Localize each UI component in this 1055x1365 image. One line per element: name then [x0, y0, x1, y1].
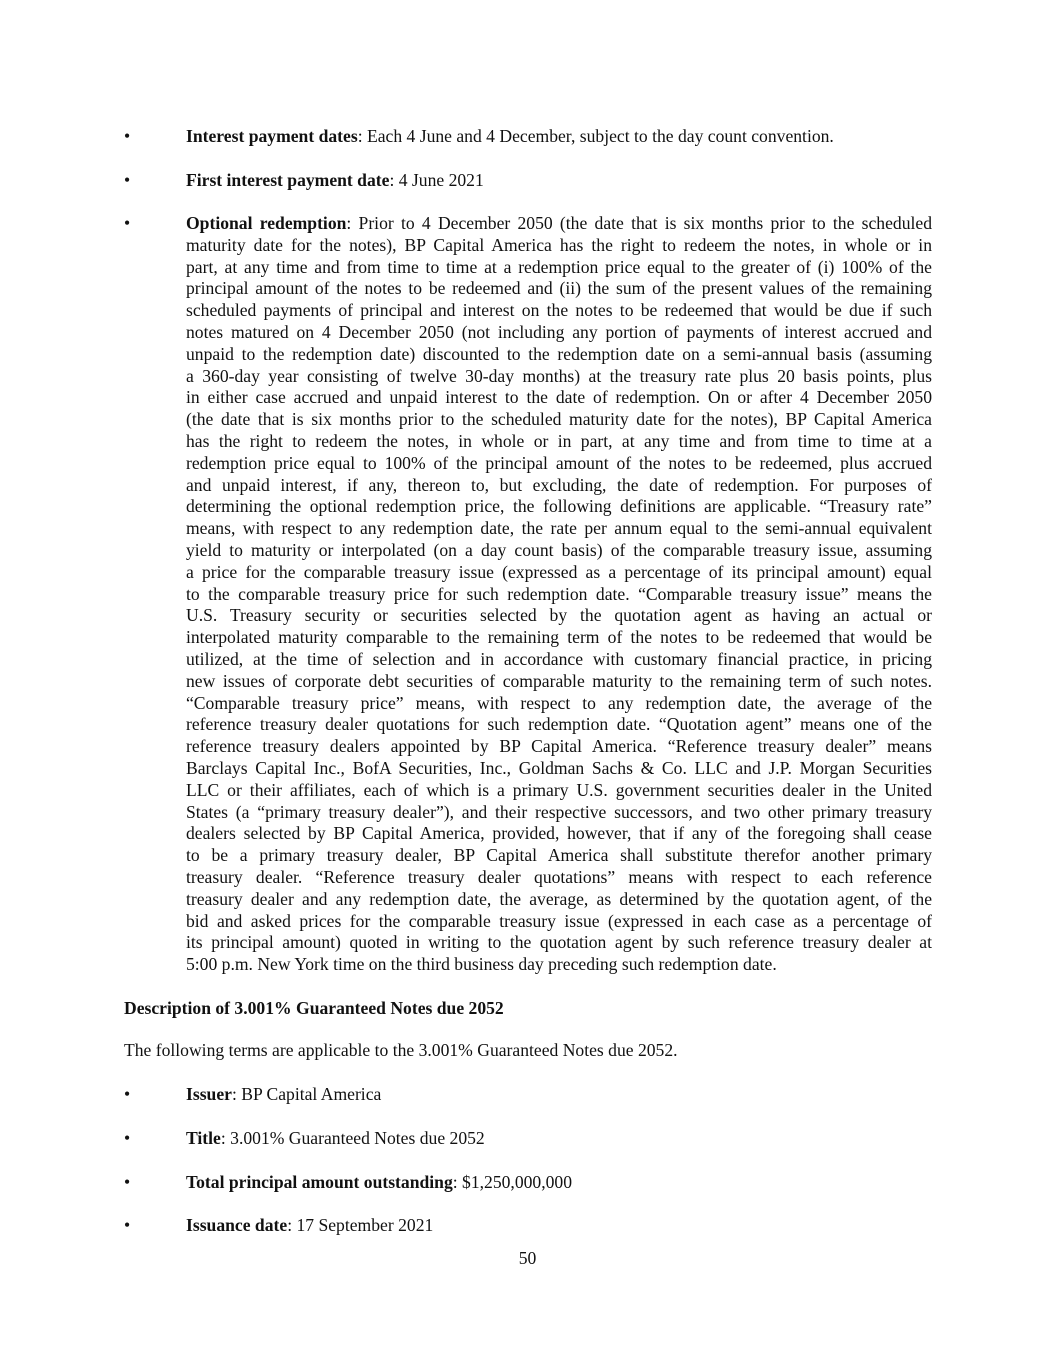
text-line: its principal amount) quoted in writing to the quotation agent by such reference treasury dealer at: [186, 932, 932, 953]
text-line: a price for the comparable treasury issue (expressed as a percentage of its principal amount) equal: [186, 561, 932, 582]
list-item: [186, 1172, 932, 1194]
term-label: Optional redemption: [186, 213, 347, 233]
text-line: reference treasury dealer quotations for such redemption date. “Quotation agent” means one of the: [186, 714, 932, 735]
text-line: in either case accrued and unpaid interest to the date of redemption. On or after 4 December 2050: [186, 387, 932, 408]
text-line: interpolated maturity comparable to the remaining term of the notes to be redeemed that would be: [186, 627, 932, 648]
text-line: LLC or their affiliates, each of which is a primary U.S. government securities dealer in the United: [186, 779, 932, 800]
text-line: maturity date for the notes), BP Capital America has the right to redeem the notes, in whole or in: [186, 234, 932, 255]
text-line: yield to maturity or interpolated (on a day count basis) of the comparable treasury issue, assuming: [186, 539, 932, 560]
text-line: 5:00 p.m. New York time on the third business day preceding such redemption date.: [186, 954, 777, 975]
list-item: [186, 170, 932, 192]
text-line: redemption price equal to 100% of the principal amount of the notes to be redeemed, plus accrued: [186, 452, 932, 473]
bullet-icon: •: [124, 126, 131, 146]
term-value: : 4 June 2021: [389, 170, 484, 190]
text-line: States (a “primary treasury dealer”), and their respective successors, and two other primary treasury: [186, 801, 932, 822]
text-line: a 360-day year consisting of twelve 30-day months) at the treasury rate plus 20 basis points, plus: [186, 365, 932, 386]
term-label: First interest payment date: [186, 170, 390, 190]
page-number: 50: [518, 1248, 537, 1268]
text-line: to the comparable treasury price for such redemption date. “Comparable treasury issue” means the: [186, 583, 932, 604]
list-item: [186, 126, 932, 148]
term-label: Issuer: [186, 1084, 232, 1104]
bullet-icon: •: [124, 170, 131, 190]
term-label: Issuance date: [186, 1215, 288, 1235]
text-line: treasury dealer. “Reference treasury dealer quotations” means with respect to each reference: [186, 866, 932, 887]
list-item: [186, 1215, 932, 1237]
term-label: Total principal amount outstanding: [186, 1172, 453, 1192]
term-label: Interest payment dates: [186, 126, 358, 146]
bullet-icon: •: [124, 1215, 131, 1235]
text-line: utilized, at the time of selection and in accordance with customary financial practice, in pricing: [186, 648, 932, 669]
term-value: : Prior to 4 December 2050 (the date that is six months prior to the scheduled: [346, 213, 932, 233]
text-line: principal amount of the notes to be redeemed and (ii) the sum of the present values of the remaining: [186, 278, 932, 299]
term-value: : BP Capital America: [231, 1084, 382, 1104]
intro-paragraph: The following terms are applicable to the 3.001% Guaranteed Notes due 2052.: [124, 1040, 678, 1060]
text-line: “Comparable treasury price” means, with respect to any redemption date, the average of the: [186, 692, 932, 713]
term-value: : $1,250,000,000: [452, 1172, 572, 1192]
section-heading: Description of 3.001% Guaranteed Notes due 2052: [124, 998, 504, 1018]
term-value: : Each 4 June and 4 December, subject to the day count convention.: [357, 126, 834, 146]
text-line: and unpaid interest, if any, thereon to, but excluding, the date of redemption. For purposes of: [186, 474, 932, 495]
term-label: Title: [186, 1128, 221, 1148]
text-line: has the right to redeem the notes, in whole or in part, at any time and from time to time at a: [186, 430, 932, 451]
text-line: scheduled payments of principal and interest on the notes to be redeemed that would be due if such: [186, 300, 932, 321]
text-line: reference treasury dealers appointed by BP Capital America. “Reference treasury dealer” means: [186, 736, 932, 757]
text-line: unpaid to the redemption date) discounted to the redemption date on a semi-annual basis (assuming: [186, 343, 932, 364]
text-line: to be a primary treasury dealer, BP Capital America shall substitute therefor another primary: [186, 845, 932, 866]
optional-redemption-item: [186, 213, 932, 976]
text-line: Barclays Capital Inc., BofA Securities, Inc., Goldman Sachs & Co. LLC and J.P. Morgan Securities: [186, 757, 932, 778]
text-line: [186, 213, 932, 235]
text-line: U.S. Treasury security or securities selected by the quotation agent as having an actual or: [186, 605, 932, 626]
bullet-icon: •: [124, 1084, 131, 1104]
text-line: new issues of corporate debt securities of comparable maturity to the remaining term of such notes.: [186, 670, 932, 691]
text-line: treasury dealer and any redemption date, the average, as determined by the quotation agent, of the: [186, 888, 932, 909]
text-line: determining the optional redemption price, the following definitions are applicable. “Treasury rate”: [186, 496, 932, 517]
text-line: dealers selected by BP Capital America, provided, however, that if any of the foregoing shall cease: [186, 823, 932, 844]
term-value: : 17 September 2021: [287, 1215, 434, 1235]
text-line: notes matured on 4 December 2050 (not including any portion of payments of interest accrued and: [186, 321, 932, 342]
term-value: : 3.001% Guaranteed Notes due 2052: [220, 1128, 485, 1148]
text-line: (the date that is six months prior to the scheduled maturity date for the notes), BP Capital America: [186, 409, 932, 430]
list-item: [186, 1128, 932, 1150]
bullet-icon: •: [124, 1128, 131, 1148]
text-line: means, with respect to any redemption date, the rate per annum equal to the semi-annual equivalent: [186, 518, 932, 539]
text-line: part, at any time and from time to time at a redemption price equal to the greater of (i) 100% of the: [186, 256, 932, 277]
bullet-icon: •: [124, 1172, 131, 1192]
bullet-icon: •: [124, 213, 131, 233]
list-item: [186, 1084, 932, 1106]
text-line: bid and asked prices for the comparable treasury issue (expressed in each case as a percentage of: [186, 910, 932, 931]
